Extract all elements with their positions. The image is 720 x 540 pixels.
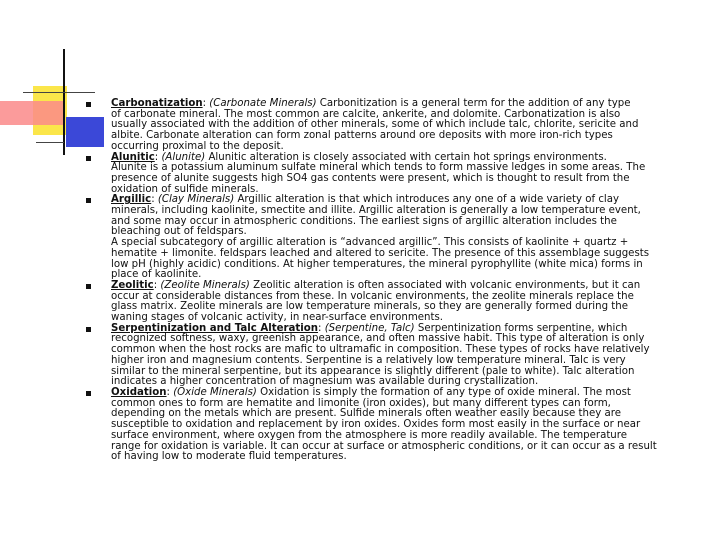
item-term: Serpentinization and Talc Alteration (111, 322, 319, 334)
item-text: Serpentinization forms serpentine, which recognized softness, waxy, greenish appearance, and often massive habit. This type of alteration is only common when the host rocks are mafic to ultramafic in composition. These types of rocks have relatively higher iron and magnesium contents. Serpentine is a relatively low temperature mineral. Talc is very similar to the mineral serpentine, but its appearance is slightly different (pale to white). Talc alteration indicates a higher concentration of magnesium was available during crystallization. (111, 322, 650, 388)
list-item-oxidation (86, 388, 686, 463)
decor-horizontal-line (23, 92, 95, 93)
item-colon: : (151, 194, 158, 206)
item-subtitle: (Oxide Minerals) (173, 386, 257, 398)
item-term: Carbonatization (111, 98, 203, 109)
item-term: Oxidation (111, 386, 167, 398)
item-subtitle: (Carbonate Minerals) (209, 98, 317, 109)
alteration-list (86, 99, 686, 463)
item-text: Carbonitization is a general term for the addition of any type of carbonate mineral. The most common are calcite, ankerite, and dolomite. Carbonatization is also usually associated with the addition of other minerals, some of which include talc, chlorite, sericite and albite. Carbonate alteration can form zonal patterns around ore deposits with more iron-rich types occurring proximal to the deposit. (111, 98, 639, 152)
decor-vertical-line (63, 49, 65, 155)
item-text: Zeolitic alteration is often associated with volcanic environments, but it can occur at considerable distances from these. In volcanic environments, the zeolite minerals replace the glass matrix. Zeolite minerals are low temperature minerals, so they are generally formed during the waning stages of volcanic activity, in near-surface environments. (111, 279, 641, 324)
item-text: Argillic alteration is that which introduces any one of a wide variety of clay minerals, including kaolinite, smectite and illite. Argillic alteration is generally a low temperature event, and some may occur in atmospheric conditions. The earliest signs of argillic alteration includes the bleaching out of feldspars. A special subcategory of argillic alteration is “advanced argillic”. This consists of kaolinite + quartz + hematite + limonite. feldspars leached and altered to sericite. The presence of this assemblage suggests low pH (highly acidic) conditions. At higher temperatures, the mineral pyrophyllite (white mica) forms in place of kaolinite. (111, 194, 650, 281)
item-text: Oxidation is simply the formation of any type of oxide mineral. The most common ones to form are hematite and limonite (iron oxides), but many different types can form, depending on the metals which are present. Sulfide minerals often weather easily because they are susceptible to oxidation and replacement by iron oxides. Oxides form most easily in the surface or near surface environment, where oxygen from the atmosphere is more readily available. The temperature range for oxidation is variable. It can occur at surface or atmospheric conditions, or it can occur as a result of having low to moderate fluid temperatures. (111, 386, 657, 463)
list-item-argillic (86, 195, 686, 281)
item-colon: : (318, 322, 325, 334)
item-colon: : (202, 98, 210, 109)
list-item-zeolitic (86, 281, 686, 324)
item-subtitle: (Zeolite Minerals) (160, 279, 250, 291)
decor-horizontal-line (36, 142, 64, 143)
list-item-alunitic (86, 153, 686, 196)
item-term: Argillic (111, 194, 152, 206)
list-item-carbonatization (86, 99, 686, 153)
list-item-serpentinization (86, 324, 686, 388)
bullet-icon (86, 284, 91, 289)
bullet-icon (86, 102, 91, 107)
bullet-icon (86, 156, 91, 161)
item-text: Alunitic alteration is closely associated with certain hot springs environments. Alunite is a potassium aluminum sulfate mineral which tends to form massive ledges in some areas. The presence of alunite suggests high SO4 gas contents were present, which is thought to result from the oxidation of sulfide minerals. (111, 151, 646, 195)
item-subtitle: (Alunite) (161, 151, 206, 163)
item-subtitle: (Serpentine, Talc) (324, 322, 415, 334)
item-colon: : (166, 386, 174, 398)
item-colon: : (154, 151, 162, 163)
bullet-icon (86, 391, 91, 396)
bullet-icon (86, 327, 91, 332)
item-term: Alunitic (111, 151, 155, 163)
item-colon: : (153, 279, 161, 291)
item-subtitle: (Clay Minerals) (157, 194, 235, 206)
bullet-icon (86, 198, 91, 203)
decor-red-bar (0, 101, 64, 125)
item-term: Zeolitic (111, 279, 154, 291)
